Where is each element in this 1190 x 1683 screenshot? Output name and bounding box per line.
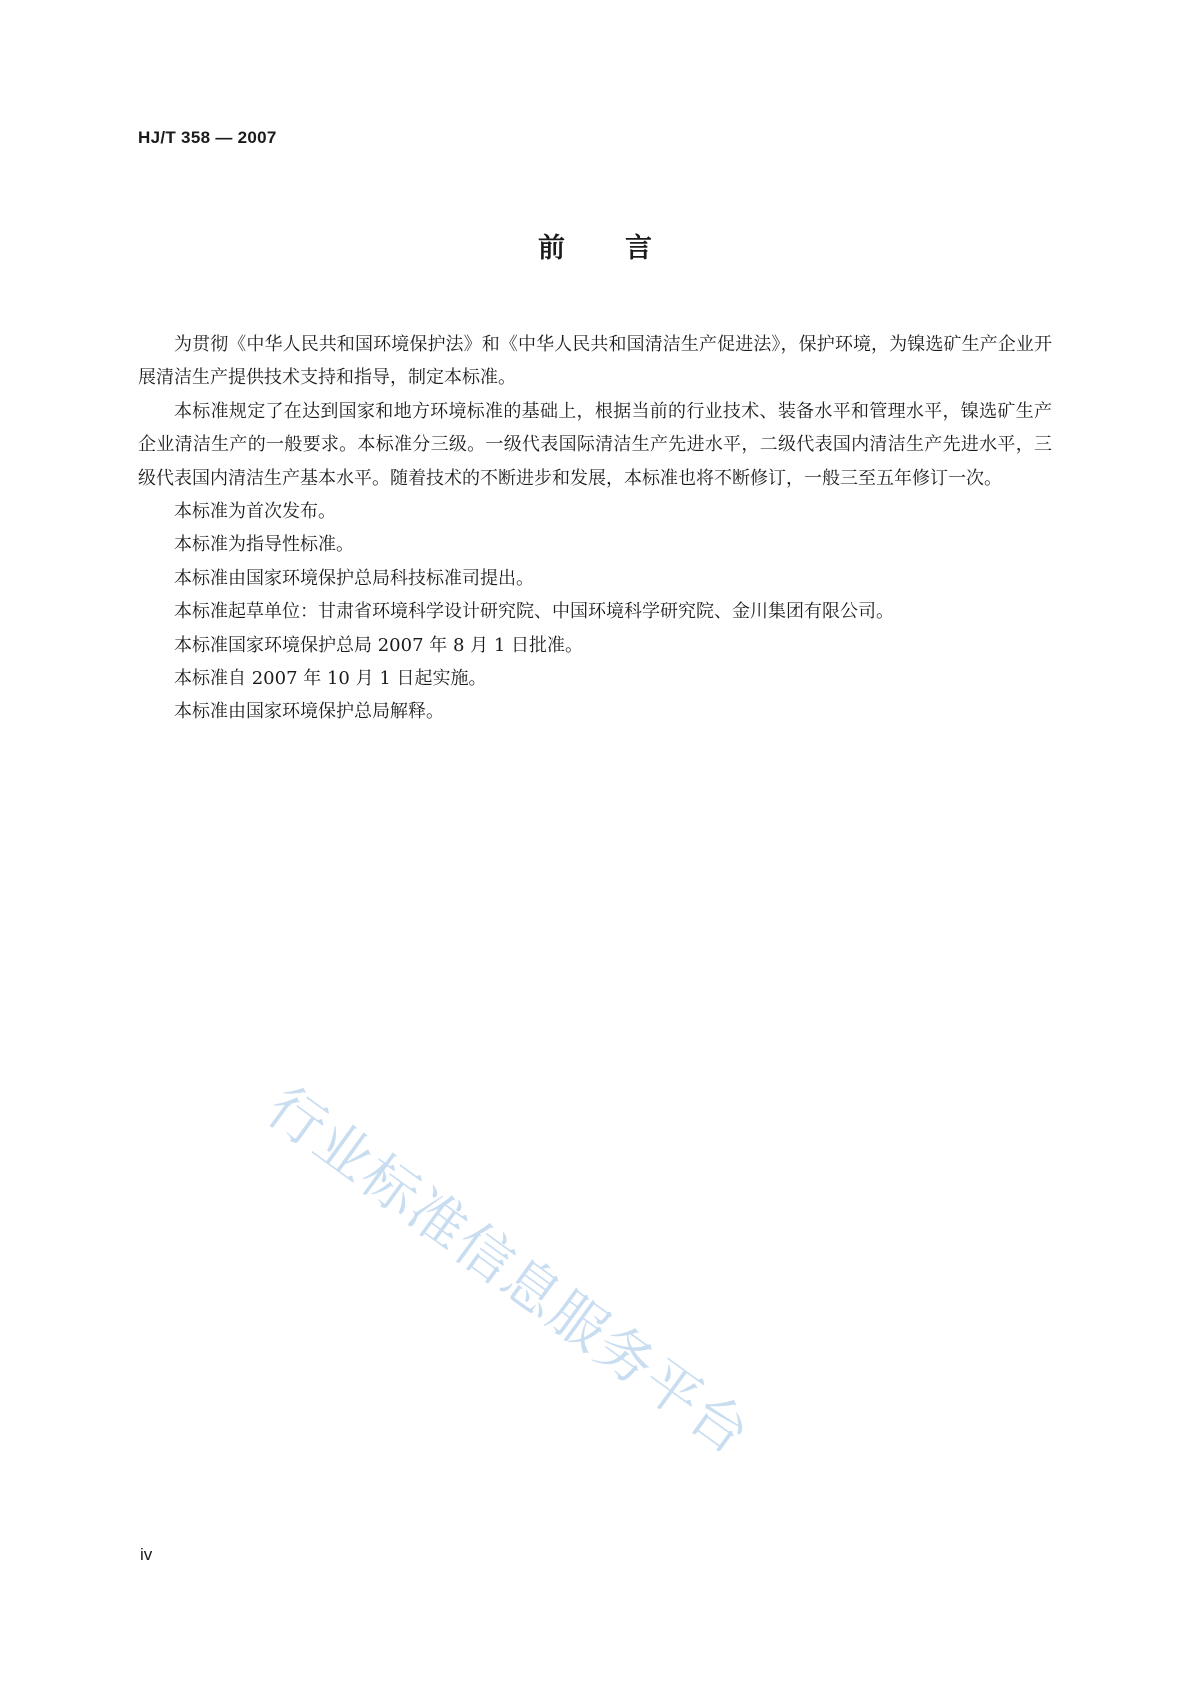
page-title: 前言 [538, 233, 712, 264]
paragraph-interpretation: 本标准由国家环境保护总局解释。 [174, 701, 444, 723]
paragraph-effective: 本标准自 2007 年 10 月 1 日起实施。 [174, 668, 487, 690]
paragraph-scope: 本标准规定了在达到国家和地方环境标准的基础上，根据当前的行业技术、装备水平和管理水平，镍选矿生产企业清洁生产的一般要求。本标准分三级。一级代表国际清洁生产先进水平，二级代表国内清洁生产先进水平，三级代表国内清洁生产基本水平。随着技术的不断进步和发展，本标准也将不断修订，一般三至五年修订一次。 [138, 400, 1052, 489]
paragraph-drafters: 本标准起草单位：甘肃省环境科学设计研究院、中国环境科学研究院、金川集团有限公司。 [174, 601, 894, 623]
paragraph-purpose: 为贯彻《中华人民共和国环境保护法》和《中华人民共和国清洁生产促进法》，保护环境，为镍选矿生产企业开展清洁生产提供技术支持和指导，制定本标准。 [138, 334, 1052, 389]
paragraph-guidance: 本标准为指导性标准。 [174, 534, 354, 556]
page-number: iv [140, 1545, 153, 1564]
paragraph-first-release: 本标准为首次发布。 [174, 501, 336, 523]
paragraph-approval: 本标准国家环境保护总局 2007 年 8 月 1 日批准。 [174, 634, 584, 656]
paragraph-proposer: 本标准由国家环境保护总局科技标准司提出。 [174, 567, 534, 589]
watermark: 行业标准信息服务平台 [254, 1074, 763, 1469]
document-code: HJ/T 358 — 2007 [138, 128, 277, 147]
body-text [138, 328, 1052, 729]
